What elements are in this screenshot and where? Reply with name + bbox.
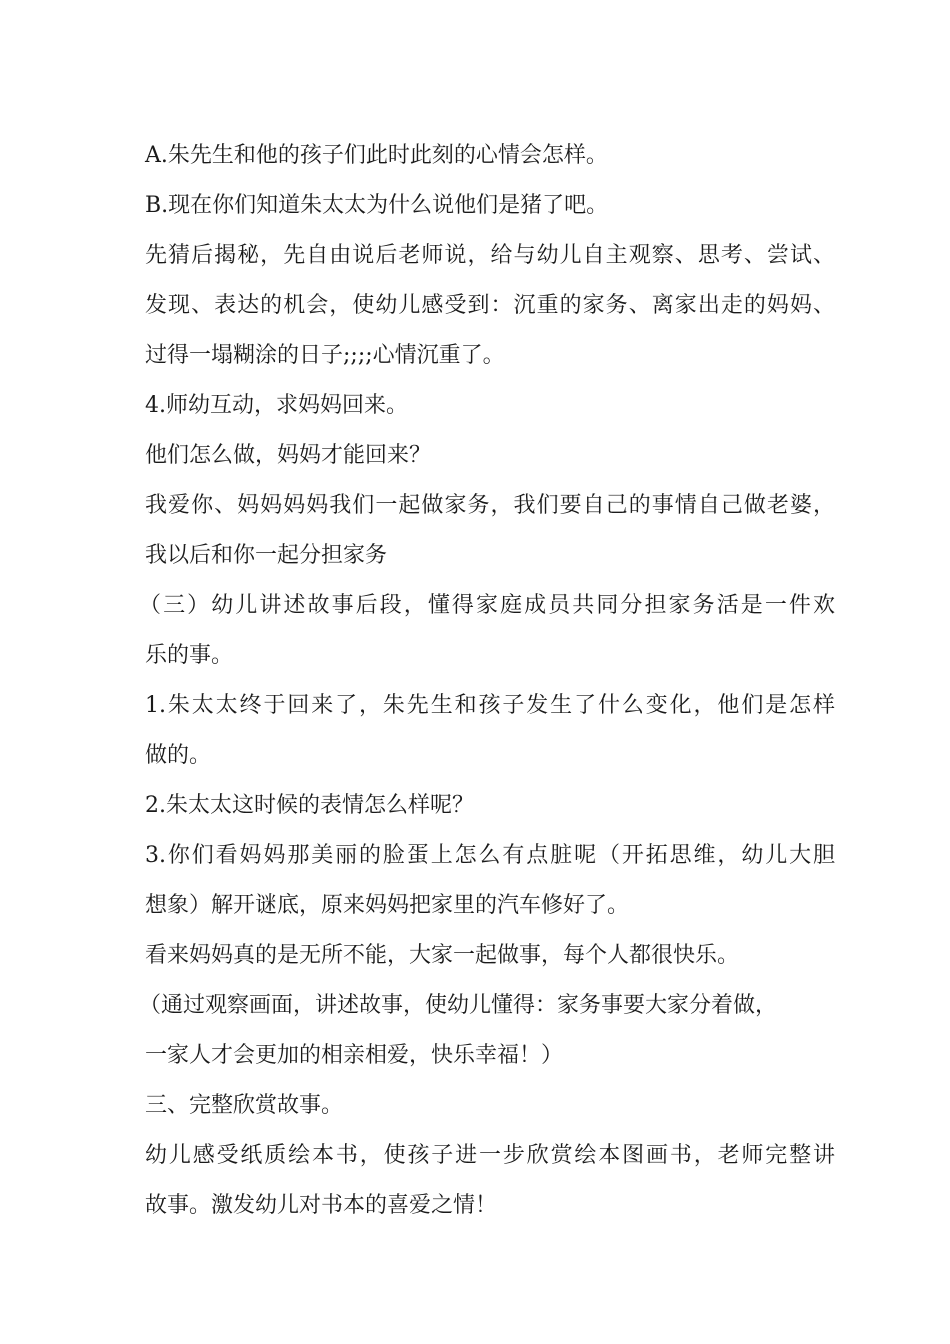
text-line: 看来妈妈真的是无所不能，大家一起做事，每个人都很快乐。	[145, 943, 740, 968]
text-line: 一家人才会更加的相亲相爱，快乐幸福！）	[145, 1043, 564, 1068]
document-body	[139, 131, 835, 1231]
text-line: 过得一塌糊涂的日子;;;;心情沉重了。	[145, 343, 505, 368]
text-line: 乐的事。	[145, 643, 234, 668]
text-line: A.朱先生和他的孩子们此时此刻的心情会怎样。	[145, 143, 608, 168]
text-line: 3.你们看妈妈那美丽的脸蛋上怎么有点脏呢（开拓思维，幼儿大胆	[145, 843, 835, 868]
text-line: 三、完整欣赏故事。	[145, 1093, 344, 1118]
text-line: 4.师幼互动，求妈妈回来。	[145, 393, 408, 418]
text-line: 1.朱太太终于回来了，朱先生和孩子发生了什么变化，他们是怎样	[145, 693, 835, 718]
text-line: 他们怎么做，妈妈才能回来？	[145, 443, 432, 468]
text-line: （三）幼儿讲述故事后段，懂得家庭成员共同分担家务活是一件欢	[139, 593, 835, 618]
text-line: 先猜后揭秘，先自由说后老师说，给与幼儿自主观察、思考、尝试、	[145, 243, 835, 268]
text-line: 发现、表达的机会，使幼儿感受到：沉重的家务、离家出走的妈妈、	[145, 293, 835, 318]
text-line: 故事。激发幼儿对书本的喜爱之情！	[145, 1193, 498, 1218]
text-line: （通过观察画面，讲述故事，使幼儿懂得：家务事要大家分着做，	[139, 993, 778, 1018]
text-line: 2.朱太太这时候的表情怎么样呢？	[145, 793, 474, 818]
text-line: 幼儿感受纸质绘本书，使孩子进一步欣赏绘本图画书，老师完整讲	[145, 1143, 835, 1168]
text-line: B.现在你们知道朱太太为什么说他们是猪了吧。	[145, 193, 609, 218]
text-line: 我爱你、妈妈妈妈我们一起做家务，我们要自己的事情自己做老婆，	[145, 493, 835, 518]
text-line: 做的。	[145, 743, 212, 768]
text-line: 想象）解开谜底，原来妈妈把家里的汽车修好了。	[145, 893, 630, 918]
text-line: 我以后和你一起分担家务	[145, 543, 388, 568]
